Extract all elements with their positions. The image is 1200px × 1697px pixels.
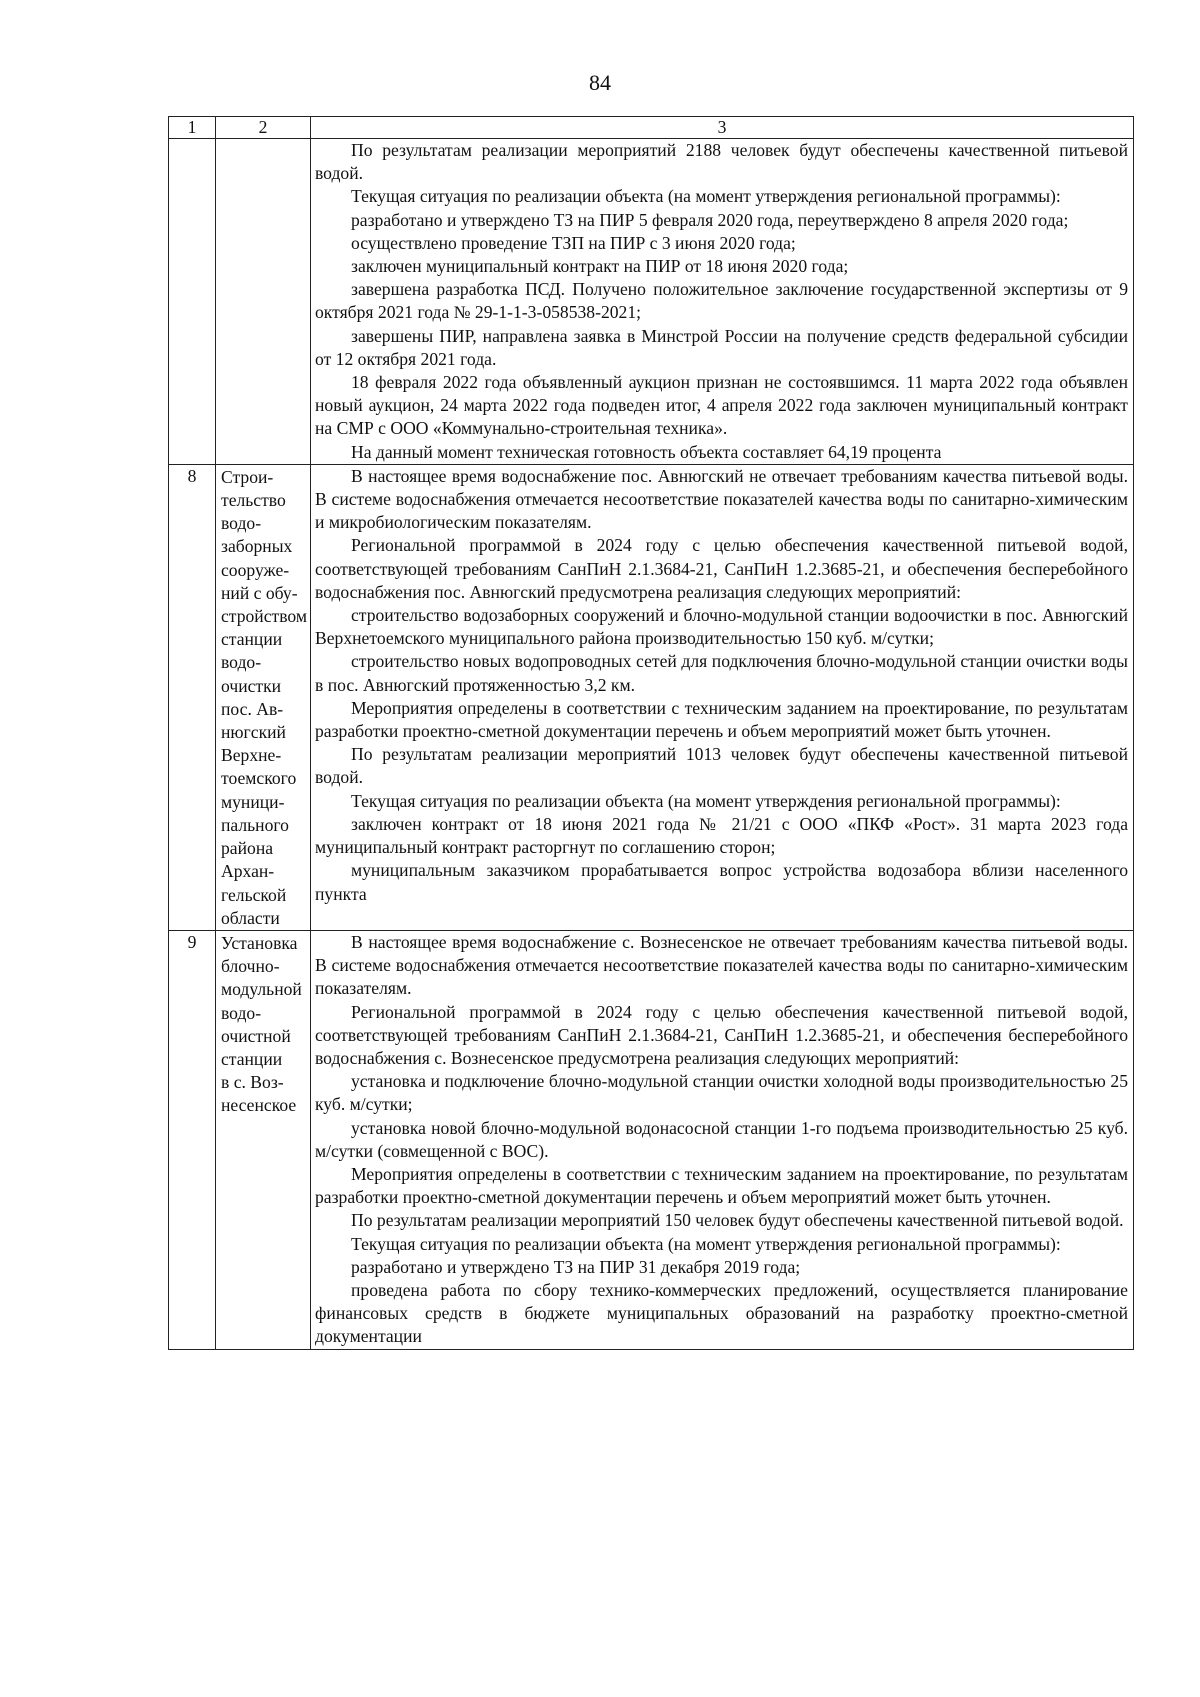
object-name-line: несенское [221, 1095, 297, 1116]
text-paragraph: Мероприятия определены в соответствии с техническим заданием на проектирование, по результатам разработки проектно-сметной документации перечень и объем мероприятий может быть уточнен. [315, 1163, 1128, 1208]
text-paragraph: Мероприятия определены в соответствии с техническим заданием на проектирование, по результатам разработки проектно-сметной документации перечень и объем мероприятий может быть уточнен. [315, 697, 1128, 742]
page-number: 84 [589, 70, 611, 95]
text-paragraph: В настоящее время водоснабжение с. Вознесенское не отвечает требованиям качества питьевой воды. В системе водоснабжения отмечается несоответствие показателей качества воды по санитарно-химическим показателям. [315, 931, 1128, 999]
continuation-name-cell [216, 139, 311, 465]
text-paragraph: По результатам реализации мероприятий 150 человек будут обеспечены качественной питьевой водой. [351, 1210, 1124, 1231]
object-name-line: заборных [221, 536, 293, 557]
text-paragraph: заключен муниципальный контракт на ПИР от 18 июня 2020 года; [351, 256, 849, 277]
object-name-line: ний с обу- [221, 582, 298, 603]
object-name-line: тельство [221, 490, 286, 511]
object-name-line: района [221, 838, 274, 859]
text-paragraph: разработано и утверждено ТЗ на ПИР 31 декабря 2019 года; [351, 1256, 801, 1277]
text-paragraph: муниципальным заказчиком прорабатывается вопрос устройства водозабора вблизи населенного пункта [315, 860, 1128, 904]
continuation-num-cell [169, 139, 216, 465]
text-paragraph: На данный момент техническая готовность объекта составляет 64,19 процента [351, 441, 942, 462]
object-name-line: области [221, 907, 280, 928]
object-name-line: водо- [221, 1002, 262, 1023]
object-name-line: водо- [221, 513, 262, 534]
text-paragraph: По результатам реализации мероприятий 2188 человек будут обеспечены качественной питьевой водой. [315, 140, 1128, 184]
text-paragraph: 18 февраля 2022 года объявленный аукцион признан не состоявшимся. 11 марта 2022 года объявлен новый аукцион, 24 марта 2022 года подведен итог, 4 апреля 2022 года заключен муниципальный контракт на СМР с ООО «Коммунально-строительная техника». [315, 372, 1128, 439]
text-paragraph: Текущая ситуация по реализации объекта (на момент утверждения региональной программы): [351, 186, 1061, 207]
object-name-line: в с. Воз- [221, 1072, 284, 1093]
text-paragraph: осуществлено проведение ТЗП на ПИР с 3 июня 2020 года; [351, 232, 796, 253]
header-col-1: 1 [169, 117, 216, 139]
object-name-line: нюгский [221, 722, 286, 743]
object-name-line: тоемского [221, 768, 297, 789]
object-name-cell [216, 464, 311, 930]
object-name-line: модульной [221, 979, 302, 1000]
object-name-line: Установка [221, 932, 298, 953]
text-paragraph: По результатам реализации мероприятий 1013 человек будут обеспечены качественной питьевой водой. [315, 744, 1128, 788]
text-paragraph: разработано и утверждено ТЗ на ПИР 5 февраля 2020 года, переутверждено 8 апреля 2020 года; [351, 209, 1069, 230]
row-number: 8 [169, 464, 216, 930]
object-name-line: муници- [221, 791, 285, 812]
text-paragraph: Региональной программой в 2024 году с целью обеспечения качественной питьевой водой, соответствующей требованиям СанПиН 2.1.3684-21, СанПиН 1.2.3685-21, и обеспечения бесперебойного водоснабжения пос. Авнюгский предусмотрена реализация следующих мероприятий: [315, 535, 1128, 602]
text-paragraph: Текущая ситуация по реализации объекта (на момент утверждения региональной программы): [351, 1233, 1061, 1254]
text-paragraph: В настоящее время водоснабжение пос. Авнюгский не отвечает требованиям качества питьевой воды. В системе водоснабжения отмечается несоответствие показателей качества воды по санитарно-химическим и микробиологическим показателям. [315, 465, 1128, 533]
table-row-9 [169, 930, 1134, 1349]
object-name-line: Верхне- [221, 745, 282, 766]
object-name-line: Строи- [221, 466, 274, 487]
object-name-line: пос. Ав- [221, 698, 284, 719]
object-name-line: очистной [221, 1025, 291, 1046]
text-paragraph: завершены ПИР, направлена заявка в Минстрой России на получение средств федеральной субсидии от 12 октября 2021 года. [315, 325, 1128, 369]
header-col-3: 3 [311, 117, 1134, 139]
row-number: 9 [169, 930, 216, 1349]
text-paragraph: Региональной программой в 2024 году с целью обеспечения качественной питьевой водой, соответствующей требованиям СанПиН 2.1.3684-21, СанПиН 1.2.3685-21, и обеспечения бесперебойного водоснабжения с. Вознесенское предусмотрена реализация следующих мероприятий: [315, 1001, 1128, 1068]
table-header-row [169, 117, 1134, 139]
text-paragraph: строительство новых водопроводных сетей для подключения блочно-модульной станции очистки воды в пос. Авнюгский протяженностью 3,2 км. [315, 651, 1128, 695]
object-name-line: Архан- [221, 861, 275, 882]
description-cell [311, 930, 1134, 1349]
continuation-row [169, 139, 1134, 465]
continuation-text-cell [311, 139, 1134, 465]
object-name-line: водо- [221, 652, 262, 673]
object-name-line: пального [221, 814, 289, 835]
text-paragraph: установка новой блочно-модульной водонасосной станции 1-го подъема производительностью 25 куб. м/сутки (совмещенной с ВОС). [315, 1117, 1128, 1161]
object-name-line: сооруже- [221, 559, 290, 580]
description-cell [311, 464, 1134, 930]
text-paragraph: завершена разработка ПСД. Получено положительное заключение государственной экспертизы от 9 октября 2021 года № 29-1-1-3-058538-2021; [315, 279, 1128, 323]
object-name-line: стройством [221, 606, 308, 627]
table-row-8 [169, 464, 1134, 930]
text-paragraph: строительство водозаборных сооружений и блочно-модульной станции водоочистки в пос. Авнюгский Верхнетоемского муниципального района производительностью 150 куб. м/сутки; [315, 605, 1128, 649]
header-col-2: 2 [216, 117, 311, 139]
object-name-line: станции [221, 1048, 283, 1069]
text-paragraph: Текущая ситуация по реализации объекта (на момент утверждения региональной программы): [351, 790, 1061, 811]
text-paragraph: проведена работа по сбору технико-коммерческих предложений, осуществляется планирование финансовых средств в бюджете муниципальных образований на разработку проектно-сметной документации [315, 1279, 1128, 1347]
object-name-line: очистки [221, 675, 282, 696]
object-name-line: станции [221, 629, 283, 650]
text-paragraph: заключен контракт от 18 июня 2021 года № 21/21 с ООО «ПКФ «Рост». 31 марта 2023 года муниципальный контракт расторгнут по соглашению сторон; [315, 813, 1128, 858]
text-paragraph: установка и подключение блочно-модульной станции очистки холодной воды производительностью 25 куб. м/сутки; [315, 1071, 1128, 1115]
object-name-cell [216, 930, 311, 1349]
object-name-line: блочно- [221, 956, 280, 977]
object-name-line: гельской [221, 884, 287, 905]
program-table [168, 116, 1134, 1350]
